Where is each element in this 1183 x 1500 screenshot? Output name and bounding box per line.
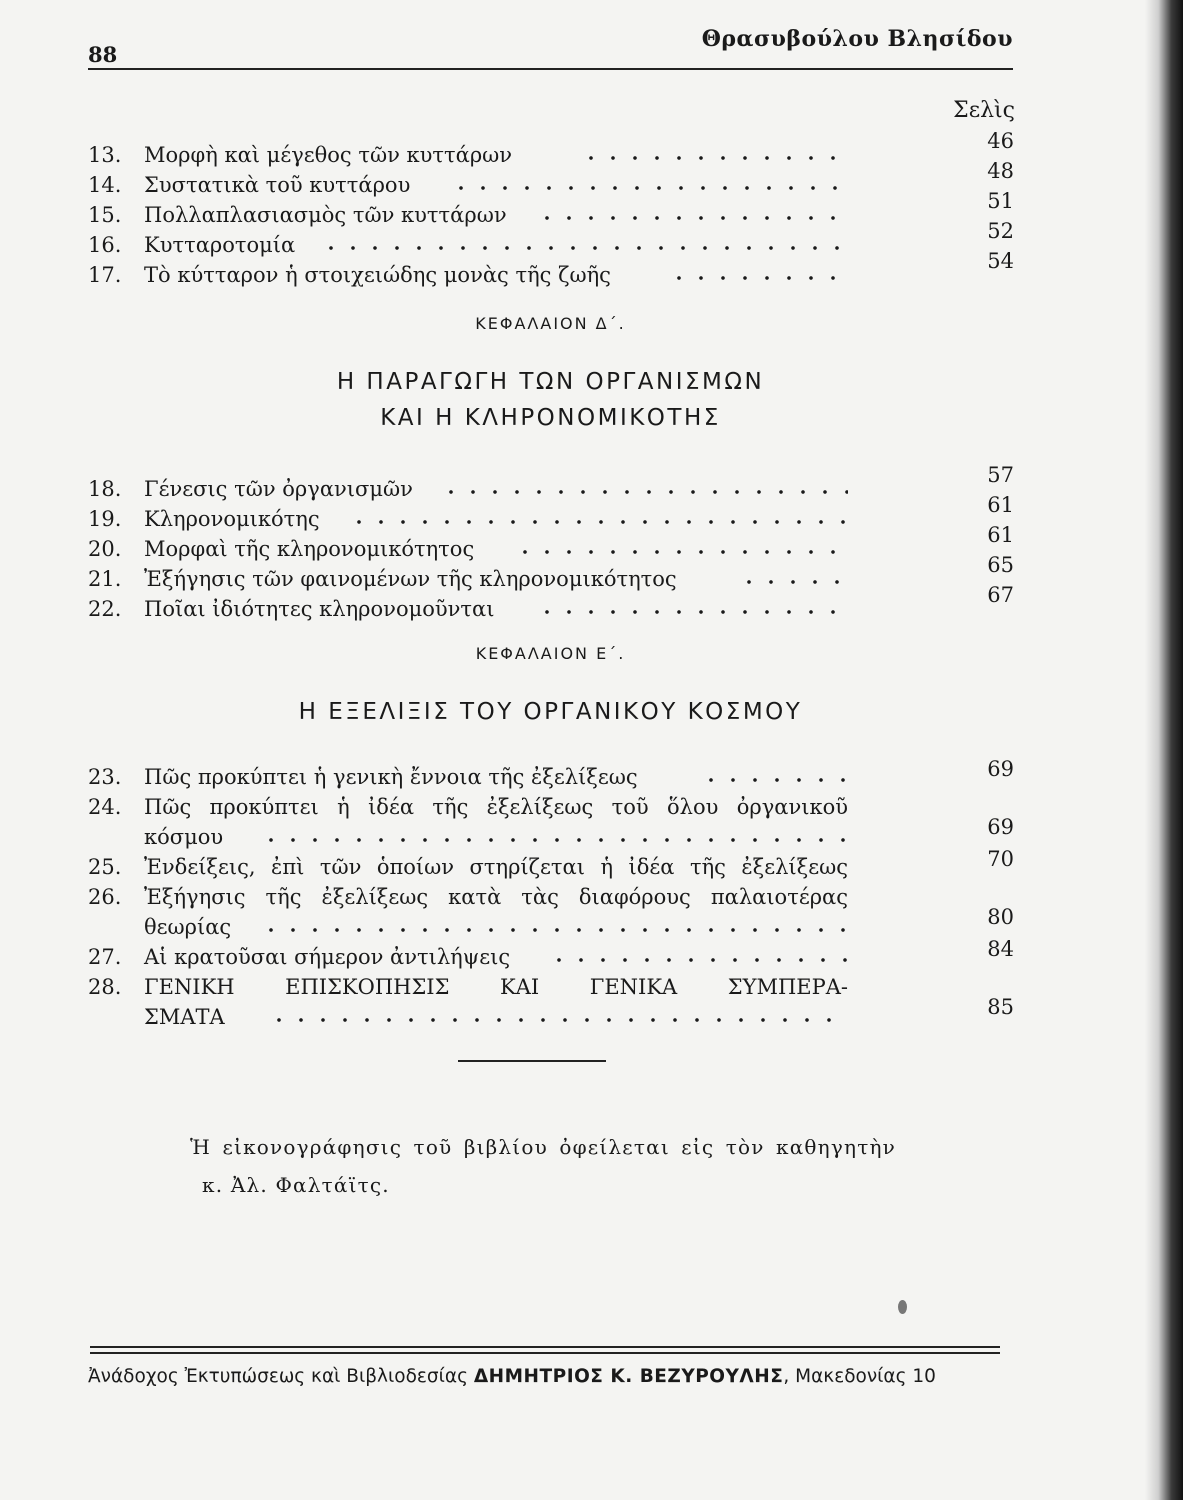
dot-leader bbox=[738, 580, 848, 584]
entry-number: 14. bbox=[88, 173, 122, 197]
dot-leader bbox=[700, 778, 848, 782]
entry-title: Μορφὴ καὶ μέγεθος τῶν κυττάρων bbox=[144, 143, 513, 167]
entry-title: Κληρονομικότης bbox=[144, 507, 320, 531]
illustration-credit-name: κ. Ἀλ. Φαλτάϊτς. bbox=[202, 1173, 390, 1197]
entry-title: Ποῖαι ἰδιότητες κληρονομοῦνται bbox=[144, 597, 495, 621]
entry-number: 26. bbox=[88, 885, 122, 909]
entry-page: 57 bbox=[987, 463, 1014, 487]
entry-number: 25. bbox=[88, 855, 122, 879]
footer-rule bbox=[90, 1346, 1000, 1348]
entry-title: Μορφαὶ τῆς κληρονομικότητος bbox=[144, 537, 475, 561]
entry-page: 46 bbox=[987, 129, 1014, 153]
chapter-title: Η ΠΑΡΑΓΩΓΗ ΤΩΝ ΟΡΓΑΝΙΣΜΩΝ bbox=[336, 369, 765, 395]
entry-number: 21. bbox=[88, 567, 122, 591]
entry-title-continued: θεωρίας bbox=[144, 915, 232, 939]
entry-number: 13. bbox=[88, 143, 122, 167]
dot-leader bbox=[348, 520, 848, 524]
page-column-label: Σελὶς bbox=[953, 98, 1015, 123]
entry-page: 65 bbox=[987, 553, 1014, 577]
entry-number: 22. bbox=[88, 597, 122, 621]
entry-title: Πολλαπλασιασμὸς τῶν κυττάρων bbox=[144, 203, 507, 227]
chapter-title: Η ΕΞΕΛΙΞΙΣ ΤΟΥ ΟΡΓΑΝΙΚΟΥ ΚΟΣΜΟΥ bbox=[298, 699, 803, 725]
illustration-credit: Ἡ εἰκονογράφησις τοῦ βιβλίου ὀφείλεται εἰς τὸν καθηγητὴν bbox=[190, 1135, 896, 1159]
entry-title: ΓΕΝΙΚΗ ΕΠΙΣΚΟΠΗΣΙΣ ΚΑΙ ΓΕΝΙΚΑ ΣΥΜΠΕΡΑ- bbox=[144, 975, 848, 999]
page-header bbox=[88, 22, 1013, 70]
entry-page: 51 bbox=[987, 189, 1014, 213]
dot-leader bbox=[536, 610, 848, 614]
entry-number: 15. bbox=[88, 203, 122, 227]
entry-page: 61 bbox=[987, 523, 1014, 547]
page-edge-shadow bbox=[1145, 0, 1183, 1500]
page-number: 88 bbox=[88, 42, 118, 67]
dot-leader bbox=[260, 838, 848, 842]
entry-title: Ἐνδείξεις, ἐπὶ τῶν ὁποίων στηρίζεται ἡ ἰδέα τῆς ἐξελίξεως bbox=[144, 855, 848, 879]
entry-page: 52 bbox=[987, 219, 1014, 243]
imprint-address: , Μακεδονίας 10 bbox=[783, 1366, 936, 1387]
entry-page: 69 bbox=[987, 757, 1014, 781]
entry-number: 28. bbox=[88, 975, 122, 999]
entry-page: 84 bbox=[987, 937, 1014, 961]
dot-leader bbox=[514, 550, 848, 554]
entry-page: 85 bbox=[987, 995, 1014, 1019]
entry-page: 70 bbox=[987, 847, 1014, 871]
entry-number: 18. bbox=[88, 477, 122, 501]
dot-leader bbox=[668, 276, 848, 280]
entry-title: Γένεσις τῶν ὀργανισμῶν bbox=[144, 477, 413, 501]
dot-leader bbox=[440, 490, 848, 494]
entry-title: Ἐξήγησις τῆς ἐξελίξεως κατὰ τὰς διαφόρους παλαιοτέρας bbox=[144, 885, 848, 909]
running-title: Θρασυβούλου Βλησίδου bbox=[701, 26, 1013, 52]
entry-number: 24. bbox=[88, 795, 122, 819]
dot-leader bbox=[450, 186, 848, 190]
entry-number: 16. bbox=[88, 233, 122, 257]
imprint-prefix: Ἀνάδοχος Ἐκτυπώσεως καὶ Βιβλιοδεσίας bbox=[88, 1366, 468, 1387]
ink-spot bbox=[898, 1300, 907, 1314]
entry-title-continued: κόσμου bbox=[144, 825, 224, 849]
entry-page: 61 bbox=[987, 493, 1014, 517]
entry-number: 19. bbox=[88, 507, 122, 531]
entry-page: 80 bbox=[987, 905, 1014, 929]
footer-rule bbox=[90, 1352, 1000, 1354]
chapter-label: ΚΕΦΑΛΑΙΟΝ Ε΄. bbox=[475, 644, 626, 663]
dot-leader bbox=[268, 1018, 848, 1022]
entry-number: 20. bbox=[88, 537, 122, 561]
section-separator bbox=[458, 1060, 606, 1062]
dot-leader bbox=[320, 246, 848, 250]
chapter-label: ΚΕΦΑΛΑΙΟΝ Δ΄. bbox=[475, 314, 626, 333]
entry-number: 27. bbox=[88, 945, 122, 969]
entry-title-continued: ΣΜΑΤΑ bbox=[144, 1005, 225, 1029]
dot-leader bbox=[536, 216, 848, 220]
entry-page: 67 bbox=[987, 583, 1014, 607]
entry-page: 54 bbox=[987, 249, 1014, 273]
entry-page: 69 bbox=[987, 815, 1014, 839]
entry-title: Συστατικὰ τοῦ κυττάρου bbox=[144, 173, 411, 197]
entry-title: Ἐξήγησις τῶν φαινομένων τῆς κληρονομικότητος bbox=[144, 567, 677, 591]
entry-title: Τὸ κύτταρον ἡ στοιχειώδης μονὰς τῆς ζωῆς bbox=[144, 263, 611, 287]
dot-leader bbox=[260, 928, 848, 932]
entry-title: Πῶς προκύπτει ἡ γενικὴ ἔννοια τῆς ἐξελίξεως bbox=[144, 765, 638, 789]
printer-imprint bbox=[88, 1366, 1000, 1387]
chapter-title: ΚΑΙ Η ΚΛΗΡΟΝΟΜΙΚΟΤΗΣ bbox=[380, 405, 721, 431]
entry-page: 48 bbox=[987, 159, 1014, 183]
entry-title: Πῶς προκύπτει ἡ ἰδέα τῆς ἐξελίξεως τοῦ ὅλου ὀργανικοῦ bbox=[144, 795, 848, 819]
entry-title: Κυτταροτομία bbox=[144, 233, 296, 257]
imprint-printer-name: ΔΗΜΗΤΡΙΟΣ Κ. ΒΕΖΥΡΟΥΛΗΣ bbox=[473, 1366, 784, 1387]
entry-title: Αἱ κρατοῦσαι σήμερον ἀντιλήψεις bbox=[144, 945, 511, 969]
dot-leader bbox=[580, 156, 848, 160]
entry-number: 17. bbox=[88, 263, 122, 287]
entry-number: 23. bbox=[88, 765, 122, 789]
dot-leader bbox=[548, 958, 848, 962]
